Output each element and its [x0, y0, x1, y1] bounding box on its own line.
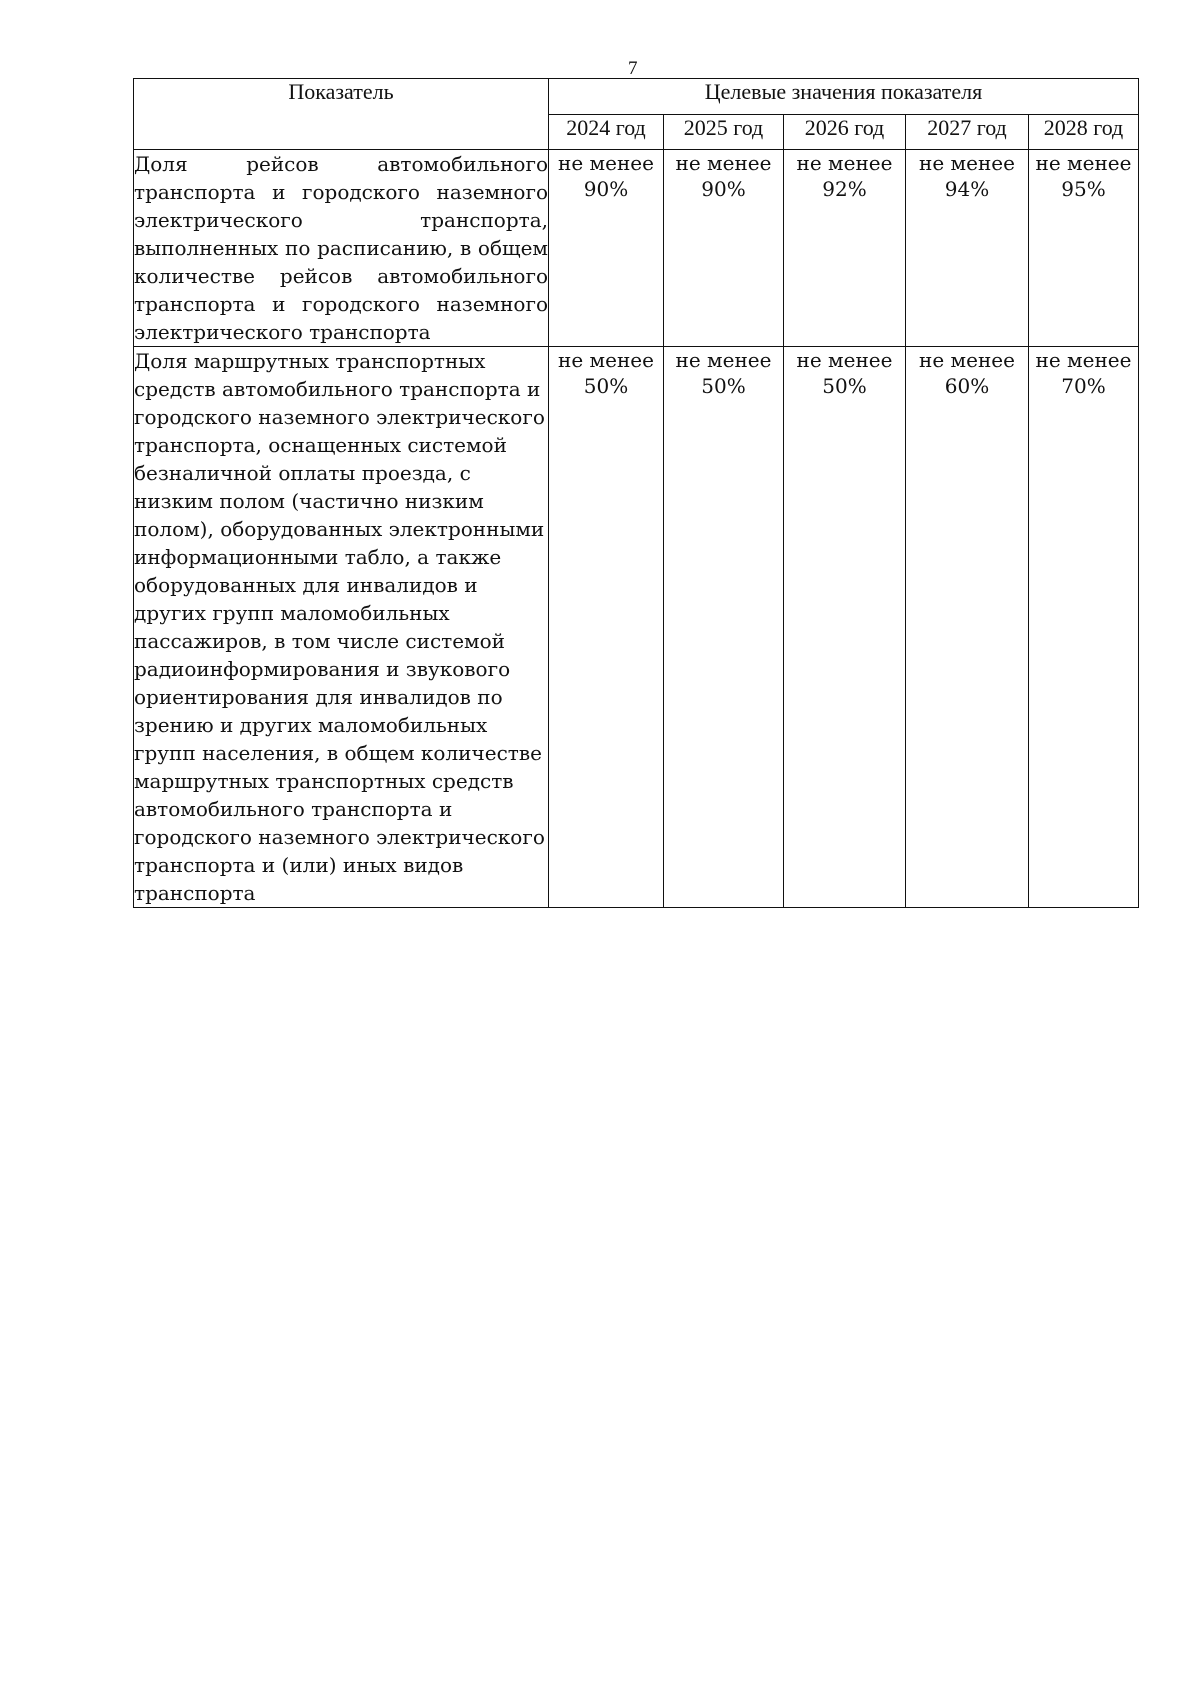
value-percent: 92% — [822, 177, 867, 201]
value-prefix: не менее — [675, 348, 772, 372]
target-value-cell — [906, 150, 1029, 347]
target-value-cell — [784, 150, 906, 347]
value-prefix: не менее — [919, 348, 1015, 372]
target-value-cell — [549, 150, 664, 347]
value-prefix: не менее — [675, 151, 772, 175]
value-percent: 60% — [944, 374, 990, 398]
table-row — [134, 150, 1139, 347]
indicator-text: Доля рейсов автомобильного транспорта и городского наземного электрического транспорта, выполненных по расписанию, в общем количестве рейсов автомобильного транспорта и городского наземного электрического транспорта — [134, 150, 549, 347]
header-year: 2024 год — [549, 115, 664, 150]
header-indicator: Показатель — [134, 79, 549, 150]
target-value-cell — [1029, 150, 1139, 347]
value-prefix: не менее — [919, 151, 1015, 175]
page-number: 7 — [628, 58, 638, 79]
header-year: 2026 год — [784, 115, 906, 150]
value-percent: 90% — [583, 177, 629, 201]
header-year: 2027 год — [906, 115, 1029, 150]
value-percent: 90% — [701, 177, 746, 201]
target-value-cell — [664, 150, 784, 347]
value-percent: 95% — [1061, 177, 1106, 201]
header-row-top — [134, 79, 1139, 115]
value-percent: 50% — [701, 374, 746, 398]
indicator-table — [133, 78, 1139, 908]
value-prefix: не менее — [796, 348, 893, 372]
value-prefix: не менее — [1035, 348, 1132, 372]
table-row — [134, 347, 1139, 908]
header-year: 2025 год — [664, 115, 784, 150]
header-target-values: Целевые значения показателя — [549, 79, 1139, 115]
value-percent: 94% — [944, 177, 990, 201]
target-value-cell — [549, 347, 664, 908]
value-percent: 50% — [583, 374, 629, 398]
value-percent: 70% — [1061, 374, 1106, 398]
target-value-cell — [664, 347, 784, 908]
value-prefix: не менее — [1035, 151, 1132, 175]
value-prefix: не менее — [558, 348, 654, 372]
target-value-cell — [1029, 347, 1139, 908]
value-prefix: не менее — [558, 151, 654, 175]
header-year: 2028 год — [1029, 115, 1139, 150]
value-percent: 50% — [822, 374, 867, 398]
target-value-cell — [784, 347, 906, 908]
value-prefix: не менее — [796, 151, 893, 175]
indicator-text: Доля маршрутных транспортных средств автомобильного транспорта и городского наземного электрического транспорта, оснащенных системой безналичной оплаты проезда, с низким полом (частично низким полом), оборудованных электронными информационными табло, а также оборудованных для инвалидов и других групп маломобильных пассажиров, в том числе системой радиоинформирования и звукового ориентирования для инвалидов по зрению и других маломобильных групп населения, в общем количестве маршрутных транспортных средств автомобильного транспорта и городского наземного электрического транспорта и (или) иных видов транспорта — [134, 347, 549, 908]
target-value-cell — [906, 347, 1029, 908]
